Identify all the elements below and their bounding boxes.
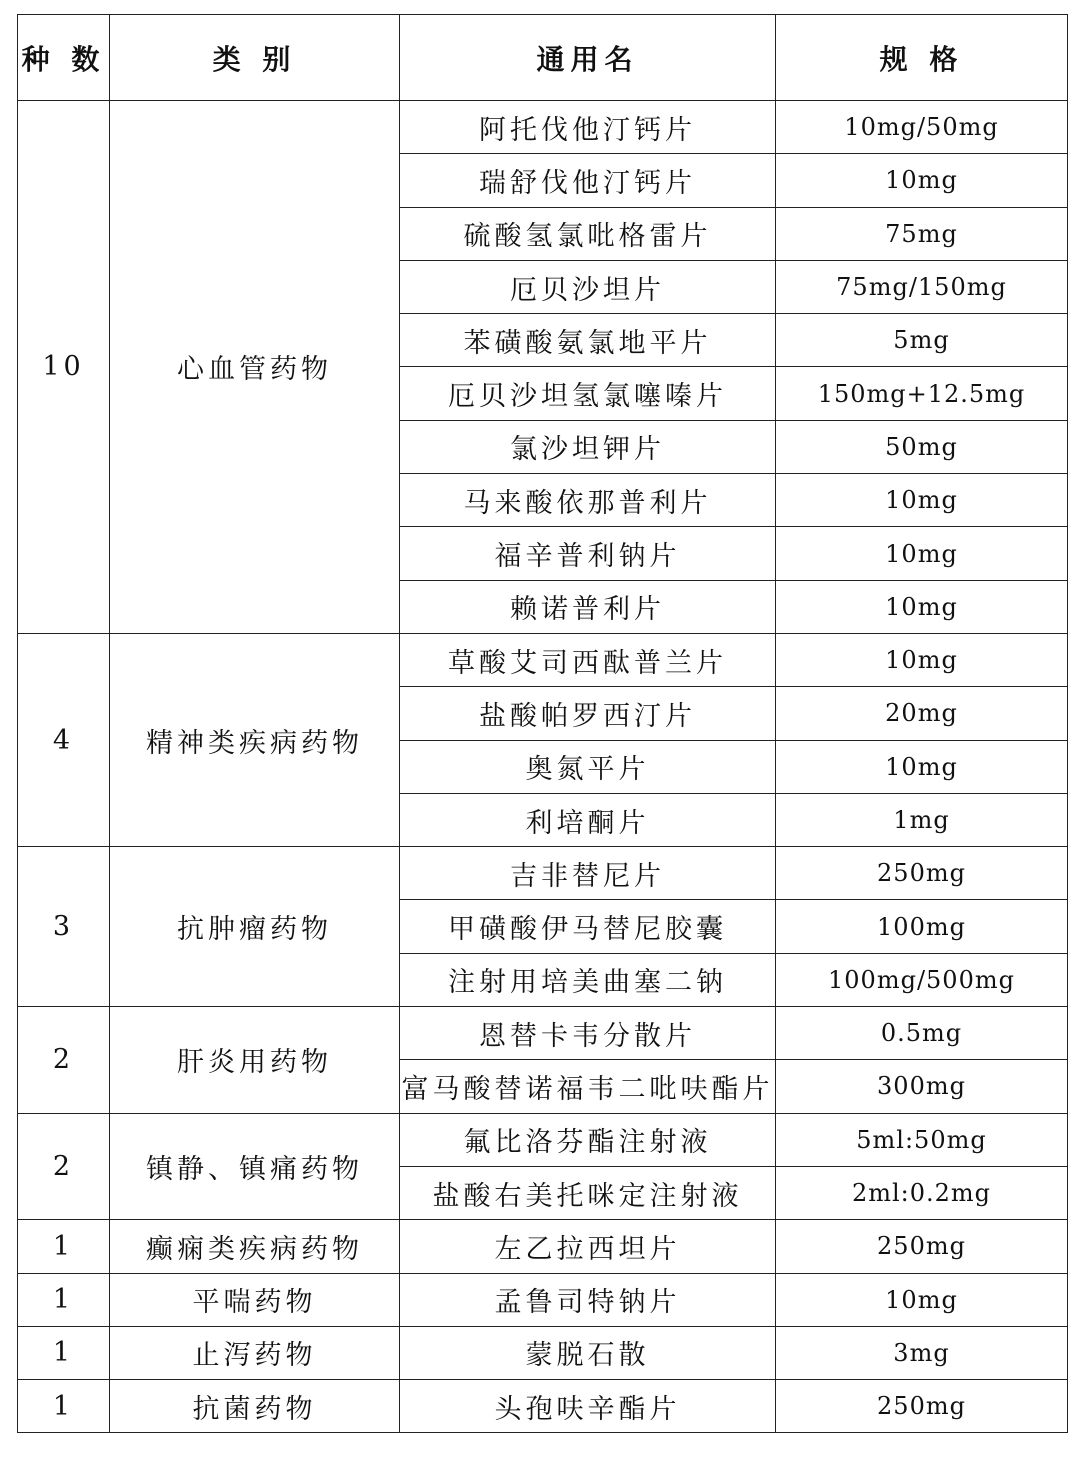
drug-name: 盐酸帕罗西汀片 <box>400 687 776 740</box>
drug-name: 硫酸氢氯吡格雷片 <box>400 207 776 260</box>
group-category: 平喘药物 <box>110 1273 400 1326</box>
table-row <box>18 1220 1068 1273</box>
drug-spec: 75mg <box>776 207 1068 260</box>
drug-name: 苯磺酸氨氯地平片 <box>400 314 776 367</box>
drug-spec: 150mg+12.5mg <box>776 367 1068 420</box>
drug-name: 恩替卡韦分散片 <box>400 1007 776 1060</box>
drug-name: 马来酸依那普利片 <box>400 474 776 527</box>
drug-name: 氯沙坦钾片 <box>400 420 776 473</box>
drug-name: 厄贝沙坦氢氯噻嗪片 <box>400 367 776 420</box>
header-generic-name: 通用名 <box>400 15 776 101</box>
header-spec: 规 格 <box>776 15 1068 101</box>
group-count: 3 <box>18 847 110 1007</box>
drug-name: 甲磺酸伊马替尼胶囊 <box>400 900 776 953</box>
drug-spec: 10mg <box>776 580 1068 633</box>
drug-list-table <box>17 14 1068 1433</box>
drug-spec: 0.5mg <box>776 1007 1068 1060</box>
table-row <box>18 847 1068 900</box>
drug-spec: 10mg <box>776 1273 1068 1326</box>
drug-name: 厄贝沙坦片 <box>400 260 776 313</box>
header-count: 种 数 <box>18 15 110 101</box>
drug-name: 吉非替尼片 <box>400 847 776 900</box>
group-category: 抗肿瘤药物 <box>110 847 400 1007</box>
drug-spec: 10mg <box>776 633 1068 686</box>
drug-name: 孟鲁司特钠片 <box>400 1273 776 1326</box>
drug-spec: 10mg <box>776 474 1068 527</box>
group-count: 1 <box>18 1380 110 1433</box>
drug-name: 草酸艾司西酞普兰片 <box>400 633 776 686</box>
drug-name: 头孢呋辛酯片 <box>400 1380 776 1433</box>
drug-spec: 3mg <box>776 1326 1068 1379</box>
group-category: 癫痫类疾病药物 <box>110 1220 400 1273</box>
group-count: 1 <box>18 1326 110 1379</box>
drug-name: 奥氮平片 <box>400 740 776 793</box>
table-row <box>18 1326 1068 1379</box>
drug-spec: 10mg <box>776 527 1068 580</box>
group-category: 心血管药物 <box>110 101 400 634</box>
table-row <box>18 1113 1068 1166</box>
table-row <box>18 633 1068 686</box>
drug-name: 赖诺普利片 <box>400 580 776 633</box>
table-row <box>18 1380 1068 1433</box>
drug-name: 左乙拉西坦片 <box>400 1220 776 1273</box>
group-count: 10 <box>18 101 110 634</box>
drug-spec: 10mg <box>776 154 1068 207</box>
drug-name: 蒙脱石散 <box>400 1326 776 1379</box>
drug-name: 盐酸右美托咪定注射液 <box>400 1166 776 1219</box>
drug-spec: 10mg/50mg <box>776 101 1068 154</box>
group-category: 止泻药物 <box>110 1326 400 1379</box>
drug-spec: 75mg/150mg <box>776 260 1068 313</box>
drug-name: 注射用培美曲塞二钠 <box>400 953 776 1006</box>
drug-name: 福辛普利钠片 <box>400 527 776 580</box>
drug-spec: 100mg/500mg <box>776 953 1068 1006</box>
drug-name: 瑞舒伐他汀钙片 <box>400 154 776 207</box>
drug-spec: 250mg <box>776 847 1068 900</box>
table-row <box>18 101 1068 154</box>
drug-name: 阿托伐他汀钙片 <box>400 101 776 154</box>
group-category: 肝炎用药物 <box>110 1007 400 1114</box>
group-category: 精神类疾病药物 <box>110 633 400 846</box>
group-count: 2 <box>18 1113 110 1220</box>
header-category: 类 别 <box>110 15 400 101</box>
drug-spec: 300mg <box>776 1060 1068 1113</box>
table-row <box>18 1007 1068 1060</box>
drug-spec: 5mg <box>776 314 1068 367</box>
drug-spec: 100mg <box>776 900 1068 953</box>
drug-name: 利培酮片 <box>400 793 776 846</box>
table-body <box>18 101 1068 1433</box>
drug-spec: 2ml:0.2mg <box>776 1166 1068 1219</box>
group-count: 1 <box>18 1273 110 1326</box>
drug-spec: 50mg <box>776 420 1068 473</box>
drug-spec: 5ml:50mg <box>776 1113 1068 1166</box>
drug-spec: 1mg <box>776 793 1068 846</box>
drug-spec: 10mg <box>776 740 1068 793</box>
drug-spec: 20mg <box>776 687 1068 740</box>
group-category: 抗菌药物 <box>110 1380 400 1433</box>
group-count: 2 <box>18 1007 110 1114</box>
header-row <box>18 15 1068 101</box>
drug-spec: 250mg <box>776 1220 1068 1273</box>
group-count: 1 <box>18 1220 110 1273</box>
drug-spec: 250mg <box>776 1380 1068 1433</box>
drug-name: 富马酸替诺福韦二吡呋酯片 <box>400 1060 776 1113</box>
table-row <box>18 1273 1068 1326</box>
group-count: 4 <box>18 633 110 846</box>
group-category: 镇静、镇痛药物 <box>110 1113 400 1220</box>
drug-name: 氟比洛芬酯注射液 <box>400 1113 776 1166</box>
